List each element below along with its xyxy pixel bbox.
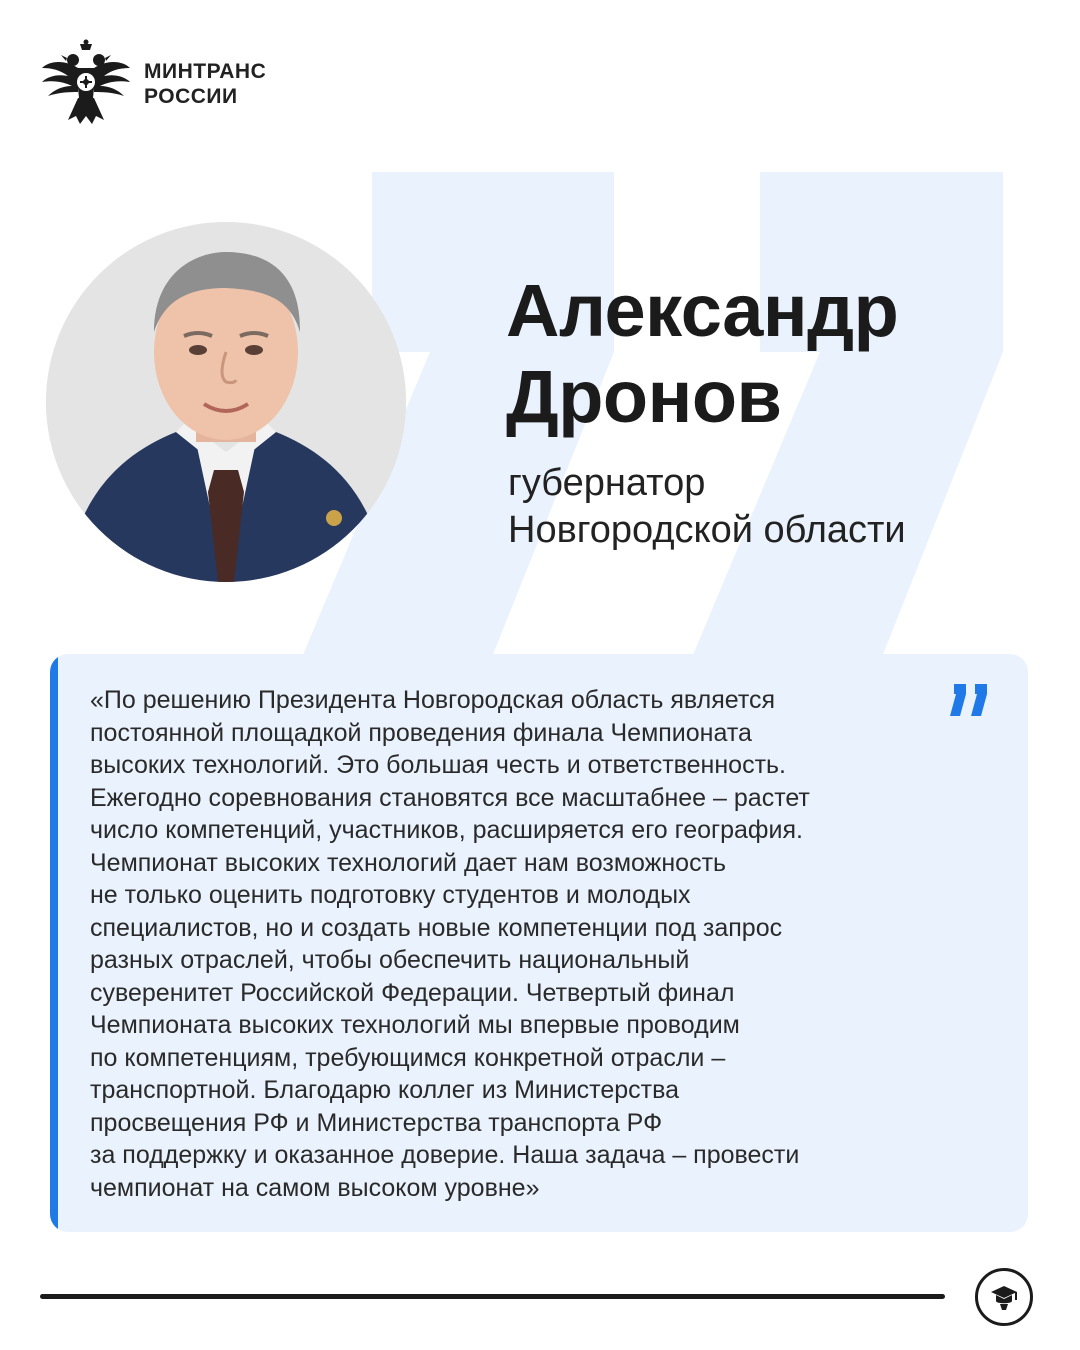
footer-badge	[975, 1268, 1033, 1326]
quote-line: не только оценить подготовку студентов и молодых	[90, 881, 691, 909]
footer-divider	[40, 1294, 945, 1299]
quote-line: по компетенциям, требующимся конкретной отрасли –	[90, 1043, 726, 1072]
quote-line: суверенитет Российской Федерации. Четвертый финал	[90, 978, 735, 1007]
org-name-line1: МИНТРАНС	[144, 60, 267, 83]
person-avatar-icon	[46, 222, 406, 582]
education-cap-icon	[987, 1280, 1021, 1314]
org-name	[144, 59, 266, 109]
double-headed-eagle-icon	[40, 38, 132, 130]
quote-line: просвещения РФ и Министерства транспорта РФ	[90, 1108, 663, 1137]
closing-quote-icon	[948, 684, 990, 716]
quote-line: за поддержку и оказанное доверие. Наша задача – провести	[90, 1141, 800, 1169]
quote-line: «По решению Президента Новгородская область является	[90, 686, 776, 714]
portrait-photo	[46, 222, 406, 582]
quote-line: постоянной площадкой проведения финала Чемпионата	[90, 718, 752, 747]
quote-line: Чемпионата высоких технологий мы впервые проводим	[90, 1011, 740, 1039]
quote-text	[90, 684, 950, 1204]
quote-card	[50, 654, 1028, 1232]
last-name: Дронов	[506, 355, 782, 438]
org-name-line2: РОССИИ	[144, 85, 238, 108]
quote-line: число компетенций, участников, расширяется его география.	[90, 816, 803, 844]
person-name	[506, 268, 898, 440]
quote-line: транспортной. Благодарю коллег из Министерства	[90, 1076, 679, 1104]
person-position	[508, 460, 906, 554]
position-line1: губернатор	[508, 462, 706, 504]
position-line2: Новгородской области	[508, 509, 906, 551]
quote-line: Ежегодно соревнования становятся все масштабнее – растет	[90, 783, 810, 812]
quote-line: специалистов, но и создать новые компетенции под запрос	[90, 913, 783, 942]
quote-line: чемпионат на самом высоком уровне»	[90, 1173, 540, 1202]
quote-line: разных отраслей, чтобы обеспечить национальный	[90, 946, 690, 974]
logo	[40, 38, 266, 130]
quote-line: высоких технологий. Это большая честь и ответственность.	[90, 751, 786, 779]
quote-line: Чемпионат высоких технологий дает нам возможность	[90, 848, 727, 877]
first-name: Александр	[506, 269, 899, 352]
